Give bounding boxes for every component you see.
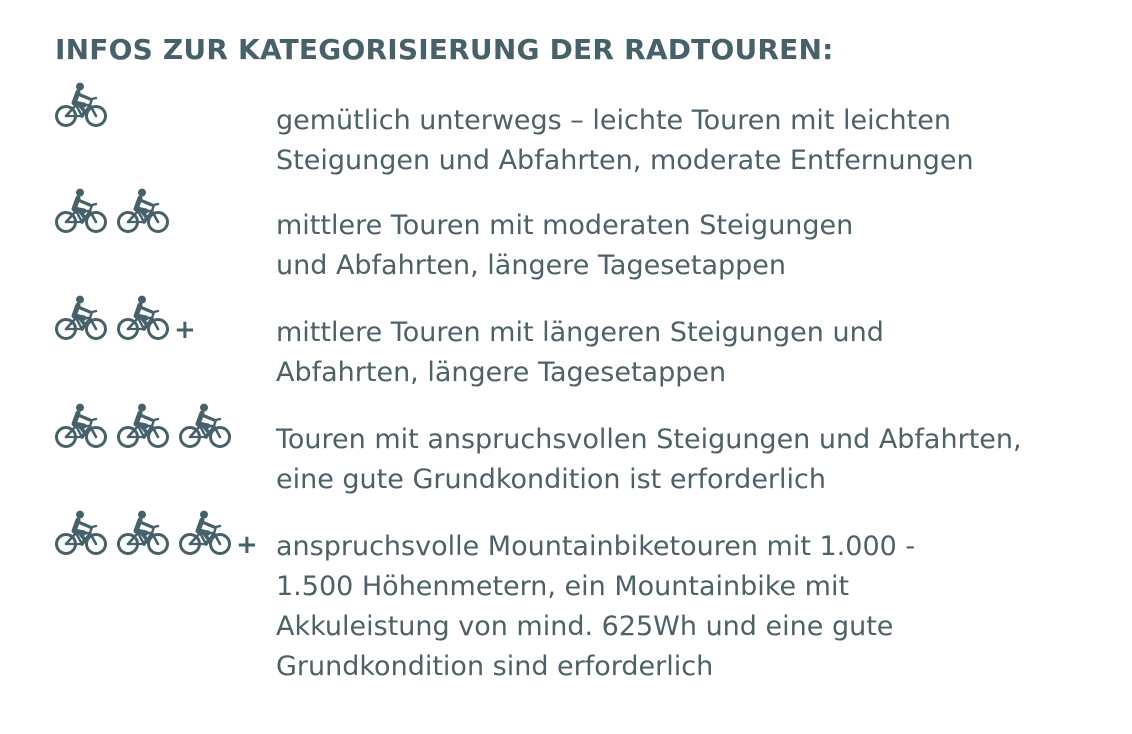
description-line: anspruchsvolle Mountainbiketouren mit 1.000 - [276, 531, 916, 562]
category-description [276, 527, 1096, 687]
plus-sign: + [236, 530, 258, 560]
cyclist-icon [116, 403, 171, 449]
difficulty-icons [54, 510, 258, 558]
difficulty-icons [54, 295, 196, 343]
cyclist-icon [54, 295, 109, 341]
description-line: und Abfahrten, längere Tagesetappen [276, 250, 787, 281]
description-line: Akkuleistung von mind. 625Wh und eine gute [276, 611, 894, 642]
cyclist-icon [54, 403, 109, 449]
description-line: Grundkondition sind erforderlich [276, 651, 714, 682]
description-line: mittlere Touren mit längeren Steigungen und [276, 317, 884, 348]
description-line: Abfahrten, längere Tagesetappen [276, 357, 727, 388]
category-description [276, 101, 1096, 181]
page-title: INFOS ZUR KATEGORISIERUNG DER RADTOUREN: [55, 33, 834, 66]
description-line: Steigungen und Abfahrten, moderate Entfernungen [276, 145, 974, 176]
cyclist-icon [178, 403, 233, 449]
category-description [276, 206, 1096, 286]
difficulty-icons [54, 82, 116, 130]
cyclist-icon [54, 82, 109, 128]
category-description [276, 313, 1096, 393]
description-line: gemütlich unterwegs – leichte Touren mit leichten [276, 105, 951, 136]
difficulty-icons [54, 403, 240, 451]
cyclist-icon [178, 510, 233, 556]
cyclist-icon [54, 510, 109, 556]
cyclist-icon [54, 188, 109, 234]
description-line: mittlere Touren mit moderaten Steigungen [276, 210, 854, 241]
category-description [276, 420, 1096, 500]
description-line: 1.500 Höhenmetern, ein Mountainbike mit [276, 571, 850, 602]
description-line: eine gute Grundkondition ist erforderlich [276, 464, 826, 495]
cyclist-icon [116, 295, 171, 341]
cyclist-icon [116, 188, 171, 234]
cyclist-icon [116, 510, 171, 556]
difficulty-icons [54, 188, 178, 236]
plus-sign: + [174, 315, 196, 345]
description-line: Touren mit anspruchsvollen Steigungen und Abfahrten, [276, 424, 1022, 455]
